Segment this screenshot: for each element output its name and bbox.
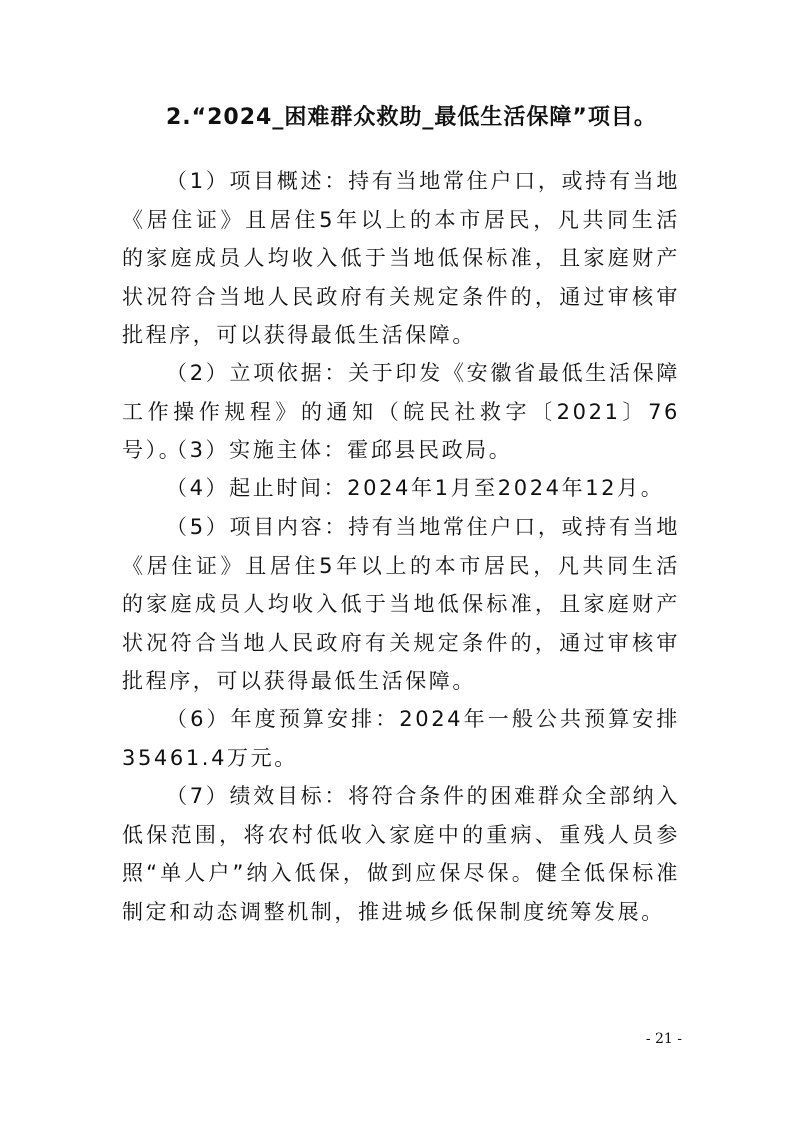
paragraph-text: 持有当地常住户口，或持有当地《居住证》且居住5年以上的本市居民，凡共同生活的家庭成员人均收入低于当地低保标准，且家庭财产状况符合当地人民政府有关规定条件的，通过审核审批程序，可以获得最低生活保障。 <box>122 169 680 347</box>
paragraph-label: （4）起止时间： <box>166 476 348 500</box>
paragraph-text: 将符合条件的困难群众全部纳入低保范围，将农村低收入家庭中的重病、重残人员参照“单人户”纳入低保，做到应保尽保。健全低保标准制定和动态调整机制，推进城乡低保制度统筹发展。 <box>122 784 680 924</box>
paragraph-label: （7）绩效目标： <box>166 784 349 808</box>
section-heading: 2.“2024_困难群众救助_最低生活保障”项目。 <box>166 105 657 130</box>
paragraph-project-overview <box>122 162 680 355</box>
paragraph-label: （6）年度预算安排： <box>166 707 400 731</box>
paragraph-project-content <box>122 508 680 701</box>
paragraph-annual-budget <box>122 700 680 777</box>
paragraph-text: 霍邱县民政局。 <box>347 438 513 462</box>
page-number: - 21 - <box>645 1031 682 1047</box>
paragraph-label: （3）实施主体： <box>166 438 348 462</box>
paragraph-time-period <box>122 469 680 508</box>
paragraph-text: 持有当地常住户口，或持有当地《居住证》且居住5年以上的本市居民，凡共同生活的家庭成员人均收入低于当地低保标准，且家庭财产状况符合当地人民政府有关规定条件的，通过审核审批程序，可以获得最低生活保障。 <box>122 515 680 693</box>
paragraph-text: 关于印发《安徽省最低生活保障工作操作规程》的通知（皖民社救字〔2021〕76号）。 <box>122 361 680 462</box>
paragraph-label: （1）项目概述： <box>166 169 349 193</box>
paragraph-implementing-body <box>122 431 680 470</box>
paragraph-performance-goals <box>122 777 680 931</box>
paragraph-label: （2）立项依据： <box>166 361 349 385</box>
paragraph-text: 2024年一般公共预算安排35461.4万元。 <box>122 707 680 770</box>
paragraph-text: 2024年1月至2024年12月。 <box>347 476 665 500</box>
paragraph-label: （5）项目内容： <box>166 515 349 539</box>
